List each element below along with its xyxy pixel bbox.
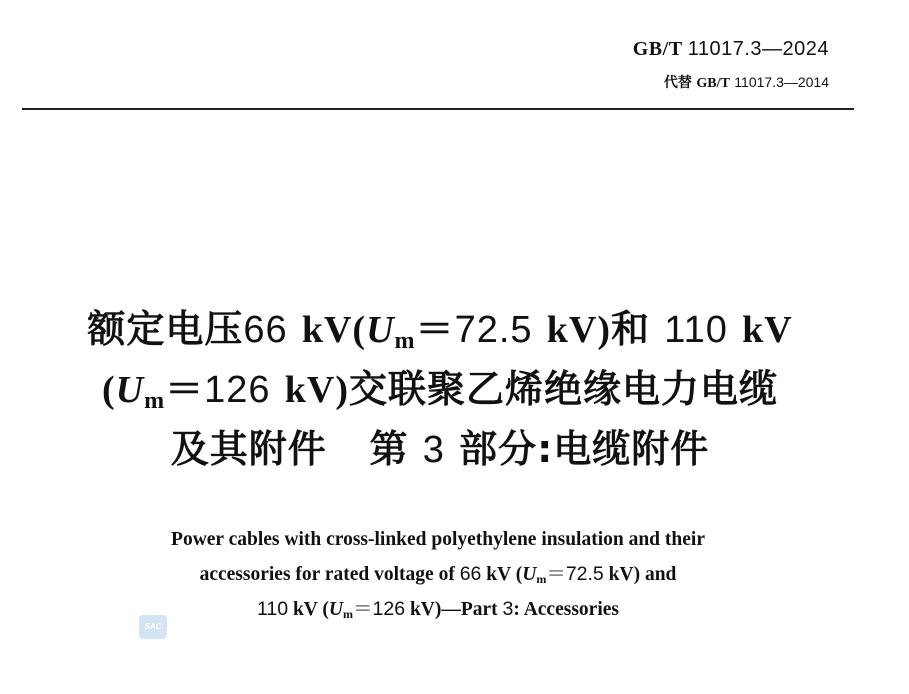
cn-l2-text: 交联聚乙烯绝缘电力电缆 <box>348 367 778 411</box>
en-l3-text-part: kV)—Part <box>409 599 498 620</box>
header-divider <box>22 108 854 110</box>
sac-watermark-logo: SAC <box>139 615 167 639</box>
en-l3-voltage-126: 126 <box>372 598 406 620</box>
cn-l1-symbol-u: U <box>366 309 395 351</box>
chinese-title-line-3 <box>0 420 880 480</box>
cn-l1-unit-kv: kV( <box>301 309 367 351</box>
cn-l1-voltage-72-5: 72.5 <box>454 309 533 351</box>
en-l2-subscript-m: m <box>536 572 547 586</box>
en-l3-symbol-u: U <box>328 599 343 620</box>
cn-l1-unit-kv-end: kV <box>742 309 793 351</box>
cn-l1-and: 和 <box>611 307 651 351</box>
replaces-code-number: 11017.3—2014 <box>734 74 829 90</box>
cn-l3-text-a: 及其附件 <box>170 427 327 471</box>
en-l3-text-accessories: : Accessories <box>513 599 619 620</box>
en-l3-subscript-m: m <box>343 607 353 621</box>
cn-l1-voltage-66: 66 <box>243 309 288 351</box>
chinese-title-line-1 <box>0 300 880 360</box>
standard-code-number: 11017.3—2024 <box>687 38 829 60</box>
replaces-line <box>664 72 829 92</box>
en-l3-part-number: 3 <box>502 598 514 620</box>
chinese-title <box>0 300 880 480</box>
cn-l2-equals: ＝ <box>165 367 205 411</box>
cn-l1-unit-kv-close: kV) <box>546 309 611 351</box>
standard-code <box>633 38 829 61</box>
en-l2-equals: ＝ <box>546 563 566 585</box>
en-l2-text-h: kV) and <box>608 564 677 585</box>
en-l3-unit-kv: kV ( <box>292 599 329 620</box>
cn-l3-text-b: 第 <box>369 427 409 471</box>
cn-l2-symbol-u: U <box>115 369 145 411</box>
cn-l1-voltage-110: 110 <box>664 309 728 351</box>
cn-l1-text-a: 额定电压 <box>87 307 244 351</box>
en-l2-voltage-72-5: 72.5 <box>565 563 604 585</box>
en-l2-symbol-u: U <box>522 564 537 585</box>
en-l3-voltage-110: 110 <box>256 598 289 620</box>
cn-l2-voltage-126: 126 <box>204 369 271 411</box>
standard-code-prefix: GB/T <box>632 38 683 60</box>
english-title <box>0 523 876 627</box>
chinese-title-line-2 <box>0 360 880 420</box>
replaces-code-prefix: GB/T <box>696 76 730 91</box>
cn-l3-text-d: 部分:电缆附件 <box>459 427 710 471</box>
english-title-line-3 <box>0 592 876 627</box>
english-title-line-2 <box>0 557 876 592</box>
en-l2-voltage-66: 66 <box>459 563 482 585</box>
cn-l2-unit-kv: kV) <box>284 369 349 411</box>
cn-l2-paren-open: ( <box>101 369 116 411</box>
english-title-line-1: Power cables with cross-linked polyethylene insulation and their <box>171 529 705 550</box>
en-l2-text-a: accessories for rated voltage of <box>199 564 455 585</box>
en-l2-unit-kv: kV ( <box>486 564 523 585</box>
cn-l2-subscript-m: m <box>144 388 166 414</box>
cn-l1-equals: ＝ <box>415 307 455 351</box>
en-l3-equals: ＝ <box>353 598 373 620</box>
cn-l1-subscript-m: m <box>394 328 416 354</box>
cn-l3-part-number: 3 <box>422 429 445 471</box>
replaces-label: 代替 <box>663 75 692 91</box>
